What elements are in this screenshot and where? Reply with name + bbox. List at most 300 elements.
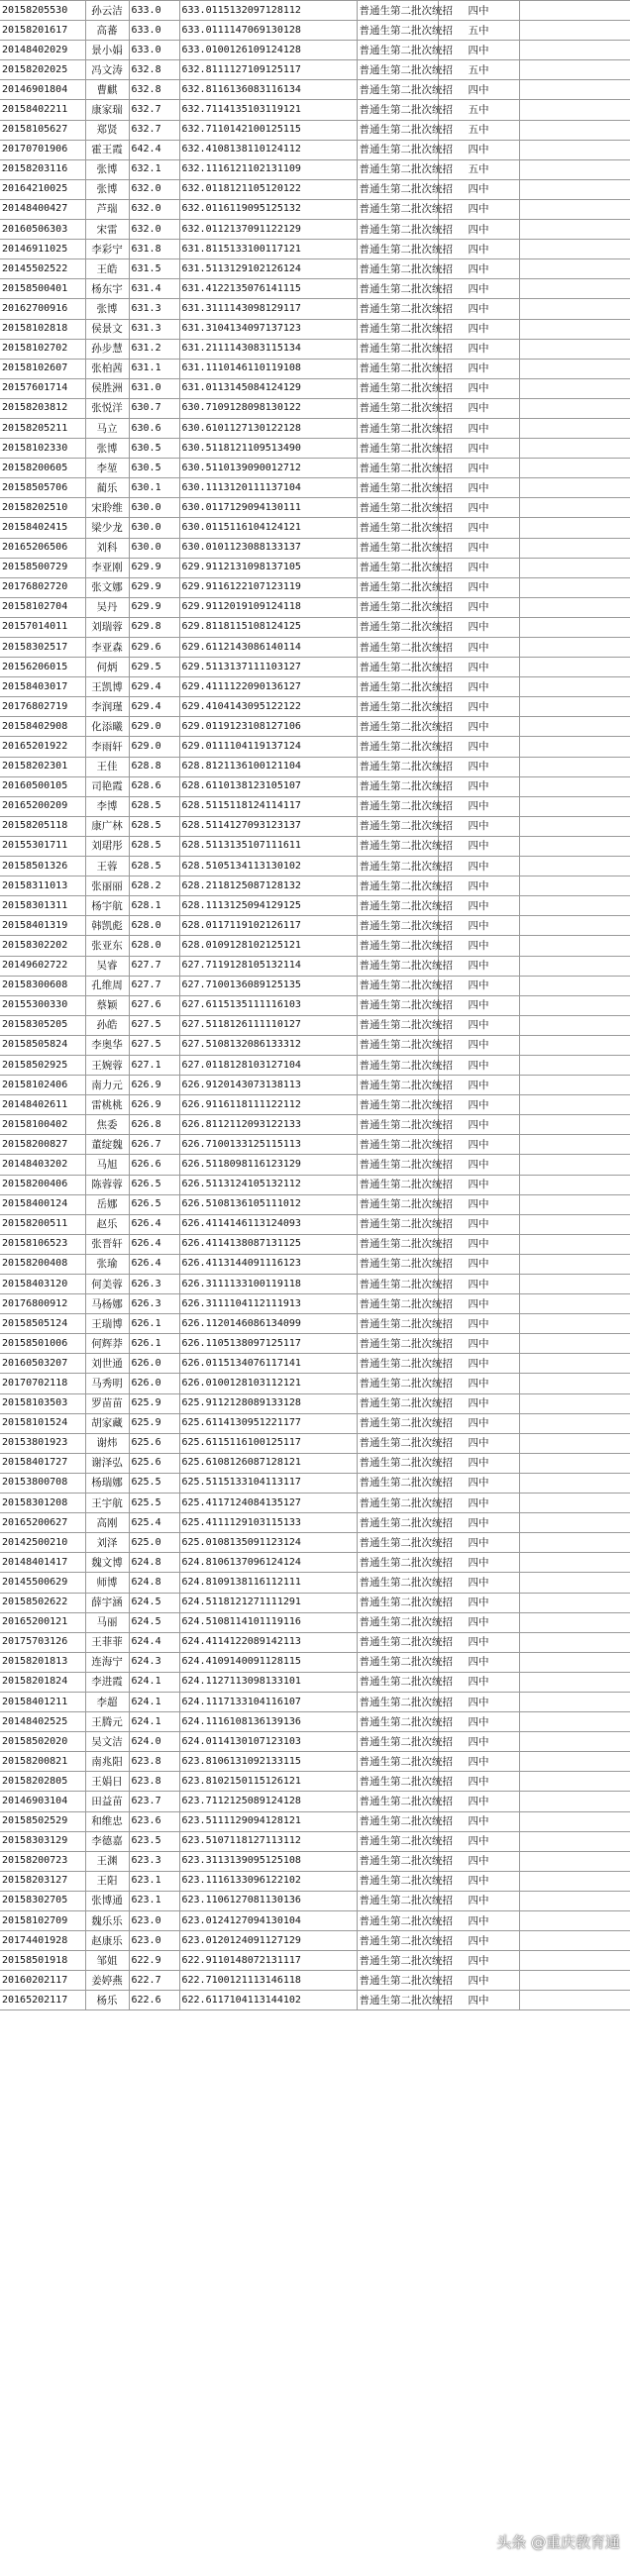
score-detail-cell: 626.9120143073138113 — [179, 1076, 357, 1095]
student-name-cell: 李雨轩 — [85, 737, 129, 757]
table-row — [0, 120, 630, 140]
student-name-cell: 张博 — [85, 299, 129, 319]
score-cell: 628.5 — [129, 836, 179, 856]
score-cell: 624.8 — [129, 1573, 179, 1593]
candidate-id-cell: 20160506303 — [0, 220, 85, 240]
empty-cell — [519, 1175, 630, 1194]
empty-cell — [519, 1911, 630, 1931]
student-name-cell: 谢炜 — [85, 1433, 129, 1453]
score-cell: 624.0 — [129, 1732, 179, 1752]
score-cell: 633.0 — [129, 41, 179, 60]
table-row — [0, 21, 630, 41]
score-cell: 626.9 — [129, 1095, 179, 1115]
empty-cell — [519, 1931, 630, 1951]
candidate-id-cell: 20158302202 — [0, 936, 85, 956]
table-row — [0, 558, 630, 577]
empty-cell — [519, 1254, 630, 1274]
score-cell: 629.9 — [129, 597, 179, 617]
student-name-cell: 梁少龙 — [85, 518, 129, 538]
score-cell: 632.0 — [129, 199, 179, 219]
score-detail-cell: 630.1113120111137104 — [179, 478, 357, 498]
batch-cell: 普通生第二批次统招 — [357, 658, 438, 677]
batch-cell: 普通生第二批次统招 — [357, 1095, 438, 1115]
empty-cell — [519, 1214, 630, 1234]
candidate-id-cell: 20158502020 — [0, 1732, 85, 1752]
empty-cell — [519, 1015, 630, 1035]
batch-cell: 普通生第二批次统招 — [357, 1194, 438, 1214]
score-cell: 622.7 — [129, 1971, 179, 1991]
batch-cell: 普通生第二批次统招 — [357, 120, 438, 140]
candidate-id-cell: 20158103503 — [0, 1393, 85, 1413]
student-name-cell: 杨乐 — [85, 1991, 129, 2010]
batch-cell: 普通生第二批次统招 — [357, 1015, 438, 1035]
score-cell: 626.5 — [129, 1194, 179, 1214]
table-row — [0, 1035, 630, 1055]
empty-cell — [519, 1135, 630, 1155]
score-detail-cell: 622.7100121113146118 — [179, 1971, 357, 1991]
student-name-cell: 刘瑞蓉 — [85, 617, 129, 637]
score-detail-cell: 624.1117133104116107 — [179, 1692, 357, 1711]
batch-cell: 普通生第二批次统招 — [357, 677, 438, 697]
student-name-cell: 吴丹 — [85, 597, 129, 617]
batch-cell: 普通生第二批次统招 — [357, 1254, 438, 1274]
batch-cell: 普通生第二批次统招 — [357, 1692, 438, 1711]
table-row — [0, 956, 630, 976]
candidate-id-cell: 20158301311 — [0, 896, 85, 916]
candidate-id-cell: 20158502529 — [0, 1811, 85, 1831]
candidate-id-cell: 20149602722 — [0, 956, 85, 976]
school-cell: 四中 — [438, 418, 519, 438]
school-cell: 四中 — [438, 1433, 519, 1453]
table-row — [0, 1076, 630, 1095]
student-name-cell: 康家瑞 — [85, 100, 129, 120]
batch-cell: 普通生第二批次统招 — [357, 21, 438, 41]
empty-cell — [519, 1115, 630, 1135]
candidate-id-cell: 20158300608 — [0, 976, 85, 995]
student-name-cell: 宋雷 — [85, 220, 129, 240]
table-row — [0, 1453, 630, 1473]
school-cell: 四中 — [438, 199, 519, 219]
score-detail-cell: 629.4111122090136127 — [179, 677, 357, 697]
table-row — [0, 498, 630, 518]
score-detail-cell: 626.1105138097125117 — [179, 1334, 357, 1354]
candidate-id-cell: 20158203127 — [0, 1871, 85, 1891]
school-cell: 四中 — [438, 1553, 519, 1573]
score-cell: 631.1 — [129, 359, 179, 378]
table-row — [0, 60, 630, 80]
school-cell: 四中 — [438, 796, 519, 816]
student-name-cell: 王瑞博 — [85, 1314, 129, 1334]
empty-cell — [519, 1453, 630, 1473]
candidate-id-cell: 20158100402 — [0, 1115, 85, 1135]
table-row — [0, 1194, 630, 1214]
score-cell: 626.9 — [129, 1076, 179, 1095]
table-row — [0, 857, 630, 876]
student-name-cell: 高蕃 — [85, 21, 129, 41]
student-name-cell: 王皓 — [85, 259, 129, 279]
empty-cell — [519, 1672, 630, 1692]
score-cell: 630.5 — [129, 459, 179, 478]
batch-cell: 普通生第二批次统招 — [357, 577, 438, 597]
school-cell: 四中 — [438, 617, 519, 637]
candidate-id-cell: 20158501006 — [0, 1334, 85, 1354]
empty-cell — [519, 179, 630, 199]
score-detail-cell: 626.0115134076117141 — [179, 1354, 357, 1374]
school-cell: 四中 — [438, 80, 519, 100]
score-detail-cell: 628.8121136100121104 — [179, 757, 357, 776]
student-name-cell: 李德嘉 — [85, 1831, 129, 1851]
batch-cell: 普通生第二批次统招 — [357, 179, 438, 199]
candidate-id-cell: 20158402415 — [0, 518, 85, 538]
empty-cell — [519, 677, 630, 697]
score-detail-cell: 629.5113137111103127 — [179, 658, 357, 677]
table-row — [0, 418, 630, 438]
school-cell: 四中 — [438, 1851, 519, 1871]
score-detail-cell: 631.5113129102126124 — [179, 259, 357, 279]
batch-cell: 普通生第二批次统招 — [357, 1055, 438, 1075]
school-cell: 四中 — [438, 1991, 519, 2010]
candidate-id-cell: 20148401417 — [0, 1553, 85, 1573]
table-row — [0, 100, 630, 120]
score-cell: 626.3 — [129, 1275, 179, 1294]
table-row — [0, 140, 630, 159]
empty-cell — [519, 1393, 630, 1413]
candidate-id-cell: 20158102607 — [0, 359, 85, 378]
empty-cell — [519, 518, 630, 538]
candidate-id-cell: 20158200821 — [0, 1752, 85, 1772]
table-row — [0, 658, 630, 677]
school-cell: 四中 — [438, 857, 519, 876]
score-detail-cell: 626.5118098116123129 — [179, 1155, 357, 1175]
batch-cell: 普通生第二批次统招 — [357, 1772, 438, 1792]
score-cell: 624.8 — [129, 1553, 179, 1573]
batch-cell: 普通生第二批次统招 — [357, 1593, 438, 1612]
student-name-cell: 孙皓 — [85, 1015, 129, 1035]
candidate-id-cell: 20158202510 — [0, 498, 85, 518]
batch-cell: 普通生第二批次统招 — [357, 1891, 438, 1910]
student-name-cell: 张博 — [85, 439, 129, 459]
student-name-cell: 董绽魏 — [85, 1135, 129, 1155]
school-cell: 四中 — [438, 995, 519, 1015]
candidate-id-cell: 20158102818 — [0, 319, 85, 339]
table-row — [0, 577, 630, 597]
empty-cell — [519, 319, 630, 339]
student-name-cell: 岳娜 — [85, 1194, 129, 1214]
student-name-cell: 张悦洋 — [85, 398, 129, 418]
empty-cell — [519, 956, 630, 976]
school-cell: 五中 — [438, 21, 519, 41]
score-cell: 628.5 — [129, 796, 179, 816]
student-name-cell: 魏文博 — [85, 1553, 129, 1573]
table-row — [0, 1792, 630, 1811]
score-cell: 626.4 — [129, 1234, 179, 1254]
batch-cell: 普通生第二批次统招 — [357, 498, 438, 518]
candidate-id-cell: 20165200121 — [0, 1612, 85, 1632]
batch-cell: 普通生第二批次统招 — [357, 976, 438, 995]
student-name-cell: 胡家藏 — [85, 1413, 129, 1433]
batch-cell: 普通生第二批次统招 — [357, 776, 438, 796]
table-row — [0, 179, 630, 199]
score-detail-cell: 628.0117119102126117 — [179, 916, 357, 936]
score-detail-cell: 632.4108138110124112 — [179, 140, 357, 159]
table-row — [0, 916, 630, 936]
table-row — [0, 1294, 630, 1314]
table-row — [0, 836, 630, 856]
school-cell: 四中 — [438, 439, 519, 459]
candidate-id-cell: 20176802719 — [0, 697, 85, 717]
school-cell: 四中 — [438, 1413, 519, 1433]
empty-cell — [519, 1055, 630, 1075]
school-cell: 四中 — [438, 1772, 519, 1792]
table-row — [0, 1712, 630, 1732]
score-detail-cell: 627.6115135111116103 — [179, 995, 357, 1015]
school-cell: 四中 — [438, 1672, 519, 1692]
empty-cell — [519, 638, 630, 658]
student-name-cell: 李进霞 — [85, 1672, 129, 1692]
table-row — [0, 1573, 630, 1593]
candidate-id-cell: 20158102406 — [0, 1076, 85, 1095]
empty-cell — [519, 159, 630, 179]
empty-cell — [519, 1732, 630, 1752]
empty-cell — [519, 976, 630, 995]
school-cell: 四中 — [438, 359, 519, 378]
batch-cell: 普通生第二批次统招 — [357, 857, 438, 876]
candidate-id-cell: 20158402211 — [0, 100, 85, 120]
batch-cell: 普通生第二批次统招 — [357, 1175, 438, 1194]
empty-cell — [519, 1871, 630, 1891]
score-detail-cell: 628.5115118124114117 — [179, 796, 357, 816]
batch-cell: 普通生第二批次统招 — [357, 1035, 438, 1055]
table-row — [0, 1732, 630, 1752]
candidate-id-cell: 20158502925 — [0, 1055, 85, 1075]
school-cell: 四中 — [438, 896, 519, 916]
student-name-cell: 赵乐 — [85, 1214, 129, 1234]
score-cell: 630.0 — [129, 538, 179, 558]
score-cell: 626.7 — [129, 1135, 179, 1155]
table-row — [0, 259, 630, 279]
table-row — [0, 478, 630, 498]
score-detail-cell: 632.7110142100125115 — [179, 120, 357, 140]
school-cell: 四中 — [438, 339, 519, 359]
score-detail-cell: 623.7112125089124128 — [179, 1792, 357, 1811]
empty-cell — [519, 80, 630, 100]
batch-cell: 普通生第二批次统招 — [357, 1494, 438, 1513]
candidate-id-cell: 20158205118 — [0, 816, 85, 836]
table-row — [0, 1851, 630, 1871]
score-cell: 626.8 — [129, 1115, 179, 1135]
score-detail-cell: 629.0119123108127106 — [179, 717, 357, 737]
score-cell: 624.1 — [129, 1672, 179, 1692]
score-detail-cell: 624.5108114101119116 — [179, 1612, 357, 1632]
batch-cell: 普通生第二批次统招 — [357, 1971, 438, 1991]
score-detail-cell: 623.8102150115126121 — [179, 1772, 357, 1792]
empty-cell — [519, 1494, 630, 1513]
batch-cell: 普通生第二批次统招 — [357, 319, 438, 339]
school-cell: 四中 — [438, 1573, 519, 1593]
table-row — [0, 1055, 630, 1075]
student-name-cell: 何辉莽 — [85, 1334, 129, 1354]
school-cell: 四中 — [438, 518, 519, 538]
candidate-id-cell: 20165200627 — [0, 1513, 85, 1533]
table-row — [0, 1234, 630, 1254]
candidate-id-cell: 20157601714 — [0, 378, 85, 398]
table-row — [0, 538, 630, 558]
score-detail-cell: 624.8109138116112111 — [179, 1573, 357, 1593]
candidate-id-cell: 20176802720 — [0, 577, 85, 597]
candidate-id-cell: 20165202117 — [0, 1991, 85, 2010]
score-cell: 632.0 — [129, 179, 179, 199]
batch-cell: 普通生第二批次统招 — [357, 1811, 438, 1831]
candidate-id-cell: 20158202805 — [0, 1772, 85, 1792]
score-detail-cell: 630.6101127130122128 — [179, 418, 357, 438]
school-cell: 四中 — [438, 1095, 519, 1115]
empty-cell — [519, 1035, 630, 1055]
school-cell: 四中 — [438, 319, 519, 339]
empty-cell — [519, 1612, 630, 1632]
score-detail-cell: 633.0100126109124128 — [179, 41, 357, 60]
table-row — [0, 1374, 630, 1393]
batch-cell: 普通生第二批次统招 — [357, 1752, 438, 1772]
empty-cell — [519, 1971, 630, 1991]
table-row — [0, 776, 630, 796]
score-cell: 626.4 — [129, 1254, 179, 1274]
empty-cell — [519, 220, 630, 240]
score-cell: 631.3 — [129, 299, 179, 319]
student-name-cell: 姜婷燕 — [85, 1971, 129, 1991]
score-cell: 623.8 — [129, 1772, 179, 1792]
school-cell: 四中 — [438, 1015, 519, 1035]
score-detail-cell: 625.6115116100125117 — [179, 1433, 357, 1453]
table-row — [0, 1951, 630, 1971]
candidate-id-cell: 20158201813 — [0, 1652, 85, 1672]
school-cell: 四中 — [438, 1811, 519, 1831]
empty-cell — [519, 1632, 630, 1652]
score-detail-cell: 629.0111104119137124 — [179, 737, 357, 757]
empty-cell — [519, 796, 630, 816]
score-detail-cell: 629.9112131098137105 — [179, 558, 357, 577]
empty-cell — [519, 1314, 630, 1334]
empty-cell — [519, 597, 630, 617]
table-row — [0, 240, 630, 259]
score-detail-cell: 628.5113135107111611 — [179, 836, 357, 856]
student-name-cell: 蔡颖 — [85, 995, 129, 1015]
score-cell: 626.6 — [129, 1155, 179, 1175]
score-cell: 627.7 — [129, 976, 179, 995]
student-name-cell: 刘世通 — [85, 1354, 129, 1374]
score-cell: 626.1 — [129, 1314, 179, 1334]
school-cell: 四中 — [438, 1712, 519, 1732]
score-detail-cell: 624.1116108136139136 — [179, 1712, 357, 1732]
student-name-cell: 杨东宇 — [85, 279, 129, 299]
school-cell: 四中 — [438, 1891, 519, 1910]
table-row — [0, 1553, 630, 1573]
batch-cell: 普通生第二批次统招 — [357, 1911, 438, 1931]
school-cell: 五中 — [438, 100, 519, 120]
score-detail-cell: 624.4114122089142113 — [179, 1632, 357, 1652]
batch-cell: 普通生第二批次统招 — [357, 1533, 438, 1553]
school-cell: 四中 — [438, 1155, 519, 1175]
score-cell: 622.6 — [129, 1991, 179, 2010]
school-cell: 四中 — [438, 816, 519, 836]
candidate-id-cell: 20170701906 — [0, 140, 85, 159]
table-row — [0, 1752, 630, 1772]
empty-cell — [519, 398, 630, 418]
school-cell: 四中 — [438, 240, 519, 259]
table-row — [0, 796, 630, 816]
table-row — [0, 1115, 630, 1135]
candidate-id-cell: 20145502522 — [0, 259, 85, 279]
table-row — [0, 80, 630, 100]
batch-cell: 普通生第二批次统招 — [357, 617, 438, 637]
batch-cell: 普通生第二批次统招 — [357, 1831, 438, 1851]
school-cell: 四中 — [438, 1393, 519, 1413]
candidate-id-cell: 20158403017 — [0, 677, 85, 697]
school-cell: 四中 — [438, 597, 519, 617]
score-cell: 627.1 — [129, 1055, 179, 1075]
candidate-id-cell: 20160500105 — [0, 776, 85, 796]
table-row — [0, 378, 630, 398]
table-row — [0, 1772, 630, 1792]
empty-cell — [519, 378, 630, 398]
score-detail-cell: 626.7100133125115113 — [179, 1135, 357, 1155]
school-cell: 四中 — [438, 638, 519, 658]
score-cell: 625.0 — [129, 1533, 179, 1553]
student-name-cell: 曹麒 — [85, 80, 129, 100]
table-row — [0, 1214, 630, 1234]
score-detail-cell: 622.9110148072131117 — [179, 1951, 357, 1971]
empty-cell — [519, 737, 630, 757]
batch-cell: 普通生第二批次统招 — [357, 916, 438, 936]
score-cell: 628.6 — [129, 776, 179, 796]
table-row — [0, 936, 630, 956]
score-cell: 624.5 — [129, 1593, 179, 1612]
empty-cell — [519, 857, 630, 876]
empty-cell — [519, 1891, 630, 1910]
batch-cell: 普通生第二批次统招 — [357, 1553, 438, 1573]
batch-cell: 普通生第二批次统招 — [357, 359, 438, 378]
candidate-id-cell: 20157014011 — [0, 617, 85, 637]
school-cell: 四中 — [438, 299, 519, 319]
candidate-id-cell: 20158205211 — [0, 418, 85, 438]
score-detail-cell: 625.5115133104113117 — [179, 1473, 357, 1493]
score-cell: 623.3 — [129, 1851, 179, 1871]
table-row — [0, 159, 630, 179]
score-cell: 628.2 — [129, 876, 179, 896]
candidate-id-cell: 20158203116 — [0, 159, 85, 179]
school-cell: 四中 — [438, 1076, 519, 1095]
table-row — [0, 1612, 630, 1632]
table-row — [0, 1473, 630, 1493]
score-cell: 623.6 — [129, 1811, 179, 1831]
candidate-id-cell: 20145500629 — [0, 1573, 85, 1593]
table-row — [0, 459, 630, 478]
batch-cell: 普通生第二批次统招 — [357, 816, 438, 836]
score-cell: 626.4 — [129, 1214, 179, 1234]
student-name-cell: 李润瑾 — [85, 697, 129, 717]
student-name-cell: 郑贤 — [85, 120, 129, 140]
score-cell: 623.1 — [129, 1871, 179, 1891]
batch-cell: 普通生第二批次统招 — [357, 1871, 438, 1891]
batch-cell: 普通生第二批次统招 — [357, 1732, 438, 1752]
student-name-cell: 魏乐乐 — [85, 1911, 129, 1931]
score-cell: 626.0 — [129, 1374, 179, 1393]
empty-cell — [519, 439, 630, 459]
student-name-cell: 李彩宁 — [85, 240, 129, 259]
empty-cell — [519, 140, 630, 159]
school-cell: 四中 — [438, 1593, 519, 1612]
candidate-id-cell: 20148402525 — [0, 1712, 85, 1732]
score-detail-cell: 630.0101123088133137 — [179, 538, 357, 558]
